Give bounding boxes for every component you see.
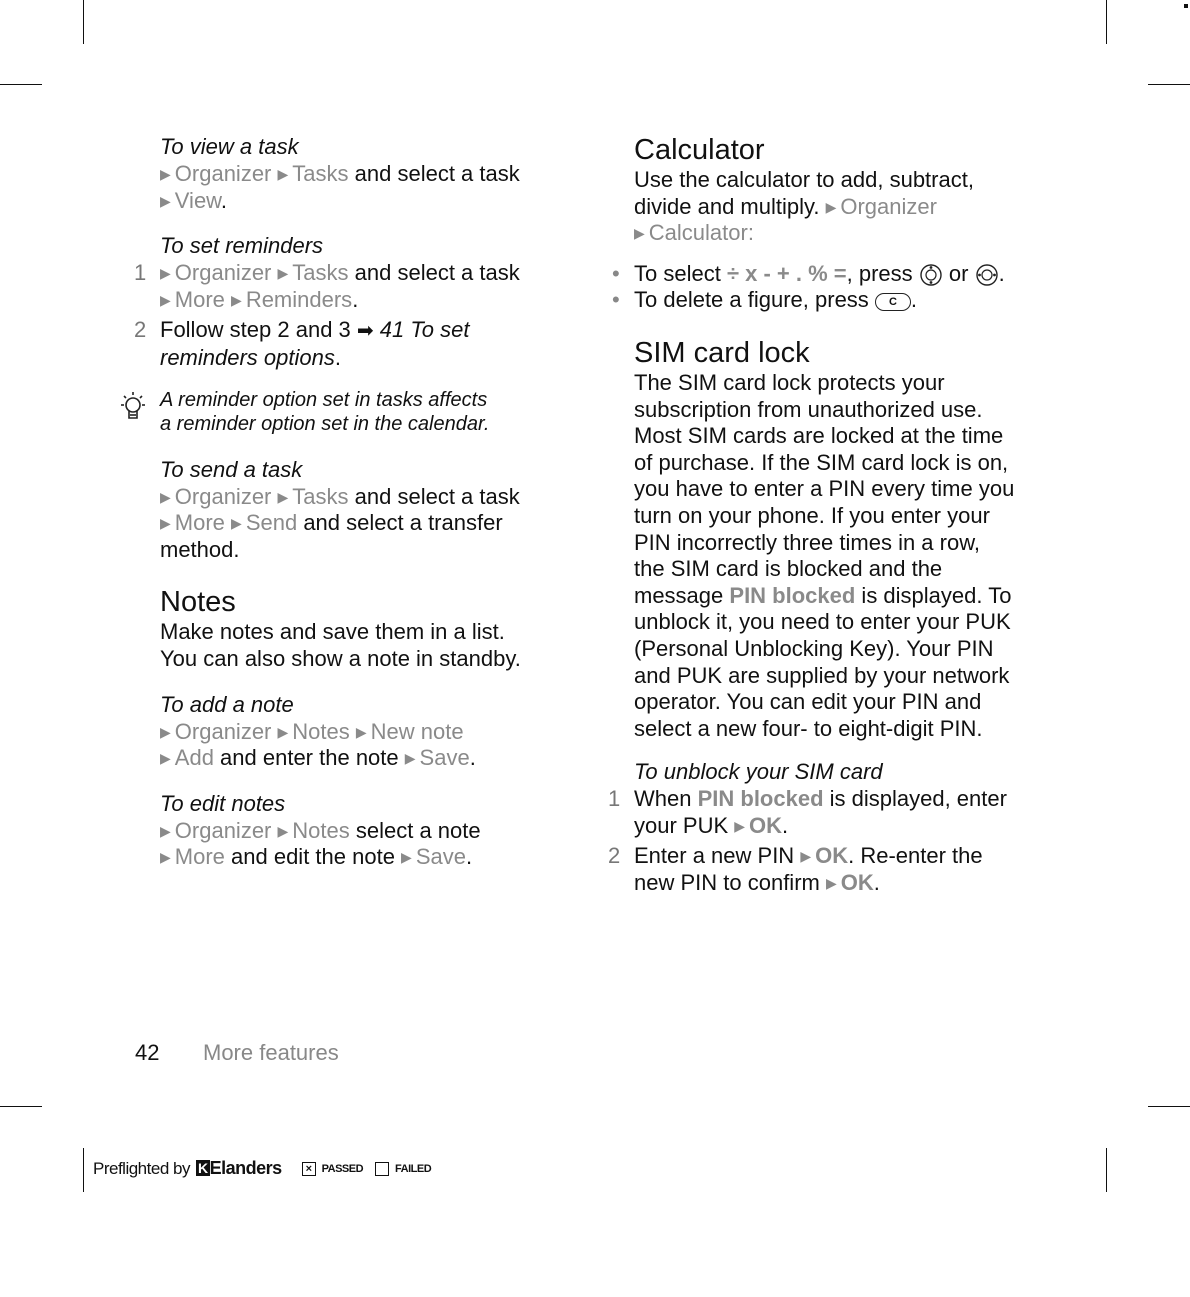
menu-send: Send — [245, 510, 298, 536]
softkey-ok: OK — [840, 870, 874, 896]
notes-line2: You can also show a note in standby. — [160, 645, 521, 671]
text: Enter a new PIN — [634, 843, 801, 869]
text: . — [873, 870, 880, 896]
menu-tasks: Tasks — [292, 483, 349, 509]
paragraph-line: select a new four- to eight-digit PIN. — [634, 715, 983, 741]
crop-mark — [83, 0, 84, 44]
paragraph-line: The SIM card lock protects your — [634, 369, 945, 395]
menu-tasks: Tasks — [292, 260, 349, 286]
text: is displayed, enter — [823, 786, 1007, 812]
passed-checkbox — [302, 1162, 316, 1176]
step-1 — [134, 260, 580, 313]
text: and select a task — [348, 483, 520, 509]
menu-calculator: Calculator — [648, 220, 748, 246]
softkey-ok: OK — [749, 812, 783, 838]
text: . — [465, 844, 473, 870]
menu-organizer: Organizer — [174, 260, 272, 286]
paragraph-line: and PUK are supplied by your network — [634, 662, 1010, 688]
unblock-step-2-line2: new PIN to confirm ▶ OK. — [634, 870, 880, 896]
heading-set-reminders: To set reminders — [160, 233, 324, 259]
heading-notes: Notes — [160, 586, 236, 619]
paragraph-line: subscription from unauthorized use. — [634, 396, 983, 422]
crop-mark — [1148, 84, 1190, 85]
text: . Re-enter the — [848, 843, 983, 869]
view-task-line2: ▶ View. — [160, 187, 227, 213]
unblock-step-1-line1 — [634, 786, 1054, 813]
bullet-2 — [612, 287, 1054, 314]
heading-view-task: To view a task — [160, 134, 299, 159]
paragraph-line: unblock it, you need to enter your PUK — [634, 609, 1011, 635]
view-task-line1: ▶ Organizer ▶ Tasks and select a task — [160, 161, 520, 186]
menu-more: More — [174, 510, 225, 536]
text: Follow step 2 and 3 — [160, 317, 351, 343]
text: divide and multiply. — [634, 193, 826, 219]
step-1-line1: ▶ Organizer ▶ Tasks and select a task — [160, 260, 520, 286]
text: To delete a figure, press — [634, 287, 875, 313]
step-number: 2 — [134, 317, 147, 343]
navigation-key-icon — [975, 263, 999, 287]
elanders-logo: K Elanders — [197, 1158, 282, 1178]
menu-save: Save — [419, 745, 470, 771]
menu-add: Add — [174, 745, 214, 771]
bullet-dot: • — [612, 287, 620, 313]
tip-box — [160, 388, 580, 436]
bullet-2-text — [634, 287, 1054, 314]
crop-mark — [0, 1106, 42, 1107]
text: message — [634, 582, 730, 608]
step-number: 2 — [608, 843, 621, 869]
right-column — [608, 133, 1054, 897]
brand: Elanders — [209, 1158, 282, 1178]
text: select a note — [349, 817, 481, 843]
text: : — [747, 220, 754, 246]
text: and select a task — [348, 161, 520, 186]
status-pin-blocked: PIN blocked — [697, 786, 824, 812]
notes-line1: Make notes and save them in a list. — [160, 619, 505, 645]
unblock-step-1 — [608, 786, 1054, 839]
preflight-stamp — [93, 1158, 431, 1179]
paragraph-line: Most SIM cards are locked at the time — [634, 423, 1004, 449]
paragraph-line: operator. You can edit your PIN and — [634, 689, 982, 715]
bullet-1 — [612, 260, 1054, 288]
text: your PUK — [634, 812, 735, 838]
text: . — [352, 286, 359, 312]
menu-notes: Notes — [292, 718, 350, 744]
add-note-line2: ▶ Add and enter the note ▶ Save. — [160, 745, 476, 771]
failed-label: FAILED — [395, 1162, 432, 1175]
text: . — [910, 287, 918, 313]
corner-dot — [1184, 4, 1188, 8]
step-number: 1 — [608, 786, 621, 812]
sim-lock-paragraph — [634, 370, 1054, 742]
menu-notes: Notes — [292, 817, 350, 843]
text: and select a transfer — [297, 510, 503, 536]
paragraph-line: PIN incorrectly three times in a row, — [634, 529, 981, 555]
menu-organizer: Organizer — [174, 483, 272, 509]
unblock-step-1-line2: your PUK ▶ OK. — [634, 812, 789, 838]
send-task-line1: ▶ Organizer ▶ Tasks and select a task — [160, 483, 520, 509]
menu-view: View — [174, 187, 221, 213]
menu-reminders: Reminders — [245, 286, 353, 312]
softkey-ok: OK — [815, 843, 849, 869]
page-number: 42 — [135, 1040, 160, 1065]
unblock-step-2 — [608, 843, 1054, 896]
step-2 — [134, 317, 580, 371]
menu-tasks: Tasks — [292, 161, 349, 186]
text: . — [782, 812, 789, 838]
edit-notes-line1: ▶ Organizer ▶ Notes select a note — [160, 817, 481, 843]
send-task-line3: method. — [160, 536, 240, 562]
menu-organizer: Organizer — [174, 161, 272, 186]
text: When — [634, 786, 698, 812]
calc-line1: Use the calculator to add, subtract, — [634, 167, 974, 192]
clear-key-icon — [875, 293, 911, 311]
menu-more: More — [174, 286, 225, 312]
calc-line2: divide and multiply. ▶ Organizer — [634, 193, 937, 219]
text: new PIN to confirm — [634, 870, 826, 896]
text: and select a task — [348, 260, 520, 286]
text: . — [469, 745, 476, 771]
section-title: More features — [203, 1040, 339, 1065]
left-column — [134, 133, 580, 871]
text: and edit the note — [224, 844, 402, 870]
paragraph-line — [634, 583, 1054, 610]
preflight-label: Preflighted by — [93, 1158, 190, 1178]
passed-label: PASSED — [321, 1162, 364, 1175]
tip-line2: a reminder option set in the calendar. — [160, 412, 490, 435]
text: , press — [846, 260, 919, 286]
tip-line1: A reminder option set in tasks affects — [160, 388, 488, 411]
bullet-1-text — [634, 261, 1054, 288]
failed-checkbox — [375, 1162, 389, 1176]
paragraph-line: the SIM card is blocked and the — [634, 556, 943, 582]
menu-organizer: Organizer — [174, 718, 272, 744]
cross-reference: 41 To set — [379, 317, 470, 343]
unblock-step-2-line1: Enter a new PIN ▶ OK. Re-enter the — [634, 843, 983, 869]
cross-reference: reminders options — [160, 344, 335, 370]
crop-mark — [1106, 1148, 1107, 1192]
arrow-right-icon: ➡ — [356, 320, 374, 343]
add-note-line1: ▶ Organizer ▶ Notes ▶ New note — [160, 718, 464, 744]
menu-organizer: Organizer — [840, 193, 937, 219]
step-number: 1 — [134, 260, 147, 286]
crop-mark — [0, 84, 42, 85]
paragraph-line: you have to enter a PIN every time you — [634, 476, 1015, 502]
menu-save: Save — [415, 844, 466, 870]
paragraph-line: turn on your phone. If you enter your — [634, 502, 990, 528]
status-pin-blocked: PIN blocked — [729, 582, 856, 608]
heading-edit-notes: To edit notes — [160, 790, 286, 816]
send-task-line2: ▶ More ▶ Send and select a transfer — [160, 510, 503, 536]
crop-mark — [1148, 1106, 1190, 1107]
bullet-dot: • — [612, 260, 620, 286]
step-2-line1 — [160, 317, 580, 345]
edit-notes-line2: ▶ More and edit the note ▶ Save. — [160, 844, 473, 870]
lightbulb-icon — [116, 390, 150, 424]
heading-calculator: Calculator — [634, 134, 765, 166]
crop-mark — [1106, 0, 1107, 44]
menu-organizer: Organizer — [174, 817, 272, 843]
calc-line3: ▶ Calculator: — [634, 220, 754, 246]
heading-send-task: To send a task — [160, 456, 303, 482]
paragraph-line: (Personal Unblocking Key). Your PIN — [634, 635, 994, 661]
text: . — [334, 344, 341, 370]
menu-more: More — [174, 844, 225, 870]
navigation-key-icon — [919, 263, 943, 287]
operators: ÷ x - + . % = — [726, 260, 847, 286]
checkbox-mark: × — [305, 1162, 312, 1175]
text: To select — [634, 260, 727, 286]
heading-sim-lock: SIM card lock — [634, 336, 810, 369]
text: or — [942, 260, 975, 286]
menu-new-note: New note — [370, 718, 464, 744]
clear-key-label: C — [888, 295, 897, 308]
heading-add-note: To add a note — [160, 691, 294, 717]
text: . — [220, 187, 227, 213]
paragraph-line: of purchase. If the SIM card lock is on, — [634, 449, 1009, 475]
text: is displayed. To — [855, 582, 1012, 608]
text: . — [998, 260, 1005, 286]
text: and enter the note — [213, 745, 405, 771]
heading-unblock-sim: To unblock your SIM card — [634, 759, 883, 785]
step-2-line2 — [160, 345, 580, 372]
crop-mark — [83, 1148, 84, 1192]
step-1-line2: ▶ More ▶ Reminders. — [160, 286, 359, 312]
